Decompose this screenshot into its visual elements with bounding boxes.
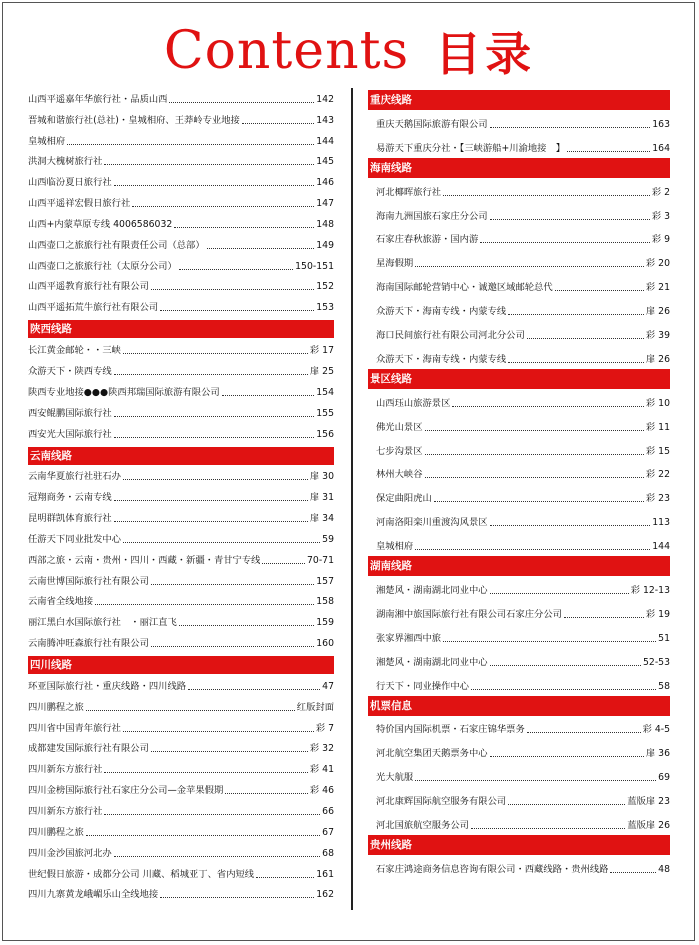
entry-title: 皇城相府 [376, 541, 414, 553]
page-number: 红版封面 [296, 701, 334, 713]
entry-title: 佛光山景区 [376, 421, 423, 433]
dot-leader [222, 395, 315, 396]
entry-title: 众游天下・海南专线・内蒙专线 [376, 353, 507, 365]
dot-leader [151, 646, 314, 647]
toc-entry[interactable] [28, 863, 334, 884]
toc-entry[interactable] [368, 648, 670, 672]
dot-leader [114, 521, 308, 522]
entry-title: 云南腾冲旺森旅行社有限公司 [28, 638, 149, 650]
entry-title: 冠翔商务・云南专线 [28, 492, 112, 504]
toc-entry[interactable] [28, 611, 334, 632]
toc-entry[interactable] [28, 591, 334, 612]
dot-leader [114, 185, 315, 186]
toc-entry[interactable] [28, 486, 334, 507]
entry-title: 河北椰晖旅行社 [376, 186, 442, 198]
left-column [28, 88, 334, 904]
toc-entry[interactable] [28, 570, 334, 591]
section-header: 机票信息 [368, 696, 670, 716]
toc-entry[interactable] [28, 402, 334, 423]
toc-entry[interactable] [28, 675, 334, 696]
entry-title: 环亚国际旅行社・重庆线路・四川线路 [28, 680, 187, 692]
dot-leader [415, 780, 656, 781]
entry-title: 四川省中国青年旅行社 [28, 722, 121, 734]
toc-entry[interactable] [368, 739, 670, 763]
dot-leader [179, 625, 314, 626]
toc-entry[interactable] [28, 234, 334, 255]
dot-leader [425, 454, 644, 455]
dot-leader [490, 127, 651, 128]
toc-entry[interactable] [28, 109, 334, 130]
page-number: 扉 34 [309, 513, 334, 525]
dot-leader [151, 584, 314, 585]
toc-entry[interactable] [368, 202, 670, 226]
toc-entry[interactable] [368, 576, 670, 600]
dot-leader [114, 856, 320, 857]
dot-leader [114, 500, 308, 501]
page-number: 159 [316, 617, 334, 629]
toc-entry[interactable] [28, 696, 334, 717]
page-number: 扉 25 [309, 365, 334, 377]
entry-title: 众游天下・海南专线・内蒙专线 [376, 306, 507, 318]
entry-title: 西安鲲鹏国际旅行社 [28, 407, 112, 419]
entry-title: 河北国旅航空服务公司 [376, 820, 469, 832]
dot-leader [415, 549, 650, 550]
entry-title: 林州大峡谷 [376, 469, 423, 481]
entry-title: 云南华夏旅行社驻石办 [28, 471, 121, 483]
page-number: 59 [322, 533, 334, 545]
page-number: 彩 39 [645, 330, 670, 342]
dot-leader [132, 206, 314, 207]
page-number: 彩 19 [645, 608, 670, 620]
dot-leader [490, 593, 629, 594]
toc-entry[interactable] [28, 255, 334, 276]
page-title [0, 18, 699, 84]
entry-title: 山西珏山旅游景区 [376, 397, 451, 409]
dot-leader [471, 828, 625, 829]
page-number: 142 [316, 93, 334, 105]
entry-title: 成都建发国际旅行社有限公司 [28, 743, 149, 755]
toc-entry[interactable] [368, 787, 670, 811]
entry-title: 山西临汾夏日旅行社 [28, 177, 112, 189]
toc-entry[interactable] [368, 389, 670, 413]
page-number: 彩 41 [309, 764, 334, 776]
page-number: 145 [316, 156, 334, 168]
entry-title: 四川九寨黄龙峨嵋乐山全线地接 [28, 889, 159, 901]
toc-entry[interactable] [368, 716, 670, 740]
entry-title: 石家庄春秋旅游・国内游 [376, 234, 479, 246]
page-number: 蓝版扉 23 [627, 796, 670, 808]
entry-title: 云南世博国际旅行社有限公司 [28, 575, 149, 587]
dot-leader [490, 756, 644, 757]
entry-title: 石家庄鸿途商务信息咨询有限公司・西藏线路・贵州线路 [376, 863, 609, 875]
toc-entry[interactable] [368, 763, 670, 787]
page-number: 146 [316, 177, 334, 189]
toc-entry[interactable] [368, 249, 670, 273]
entry-title: 海南国际邮轮营销中心・诚邀区域邮轮总代 [376, 282, 553, 294]
dot-leader [564, 617, 644, 618]
toc-entry[interactable] [368, 437, 670, 461]
page-number: 彩 9 [651, 234, 670, 246]
page-number: 149 [316, 239, 334, 251]
dot-leader [169, 102, 314, 103]
toc-entry[interactable] [28, 88, 334, 109]
page-number: 144 [652, 541, 670, 553]
page-number: 48 [658, 863, 670, 875]
dot-leader [490, 665, 641, 666]
toc-entry[interactable] [28, 296, 334, 317]
toc-entry[interactable] [28, 381, 334, 402]
entry-title: 山西平遥教育旅行社有限公司 [28, 281, 149, 293]
dot-leader [443, 641, 656, 642]
toc-entry[interactable] [28, 632, 334, 653]
page-number: 164 [652, 142, 670, 154]
toc-entry[interactable] [368, 855, 670, 879]
entry-title: 山西壶口之旅旅行社（太原分公司） [28, 260, 177, 272]
dot-leader [67, 144, 314, 145]
entry-title: 山西+内蒙草原专线 4006586032 [28, 218, 173, 230]
toc-entry[interactable] [368, 624, 670, 648]
dot-leader [425, 477, 644, 478]
dot-leader [262, 563, 305, 564]
title-english: Contents [163, 21, 410, 81]
entry-title: 张家界湘西中旅 [376, 632, 442, 644]
toc-entry[interactable] [28, 213, 334, 234]
page-number: 47 [322, 680, 334, 692]
page-number: 58 [658, 680, 670, 692]
toc-entry[interactable] [28, 466, 334, 487]
page-number: 彩 7 [315, 722, 334, 734]
entry-title: 四川新东方旅行社 [28, 806, 103, 817]
entry-title: 保定曲阳虎山 [376, 493, 432, 505]
dot-leader [508, 314, 644, 315]
page-number: 彩 20 [645, 258, 670, 270]
dot-leader [179, 269, 293, 270]
page-number: 52-53 [642, 656, 670, 668]
page-number: 扉 26 [645, 353, 670, 365]
entry-title: 山西平遥祥宏假日旅行社 [28, 198, 131, 210]
dot-leader [207, 248, 315, 249]
toc-entry[interactable] [28, 717, 334, 738]
dot-leader [123, 479, 308, 480]
page-number: 154 [316, 386, 334, 398]
dot-leader [123, 353, 308, 354]
entry-title: 河南洛阳栾川重渡沟风景区 [376, 517, 488, 529]
toc-entry[interactable] [368, 672, 670, 696]
toc-entry[interactable] [28, 192, 334, 213]
page-number: 扉 31 [309, 492, 334, 504]
page-number: 彩 4-5 [642, 724, 670, 736]
page-number: 彩 12-13 [630, 585, 670, 597]
entry-title: 星海假期 [376, 258, 414, 270]
toc-entry[interactable] [368, 321, 670, 345]
entry-title: 易游天下重庆分社・【三峡游船+川渝地接 】 [376, 142, 566, 154]
toc-entry[interactable] [28, 758, 334, 779]
entry-title: 长江黄金邮轮・・三峡 [28, 345, 121, 357]
page-number: 161 [316, 868, 334, 880]
entry-title: 海南九洲国旅石家庄分公司 [376, 210, 488, 222]
page-number: 67 [322, 826, 334, 838]
toc-entry[interactable] [28, 276, 334, 297]
page-number: 70-71 [306, 554, 334, 566]
page-number: 155 [316, 407, 334, 419]
entry-title: 特价国内国际机票・石家庄锦华票务 [376, 724, 525, 736]
page-number: 彩 17 [309, 345, 334, 357]
section-header: 景区线路 [368, 369, 670, 389]
entry-title: 晋城和谐旅行社(总社)・皇城相府、王莽岭专业地接 [28, 114, 240, 126]
dot-leader [242, 123, 314, 124]
toc-entry[interactable] [368, 811, 670, 835]
entry-title: 山西平遥嘉年华旅行社・品质山西 [28, 93, 168, 105]
dot-leader [95, 604, 314, 605]
toc-entry[interactable] [368, 345, 670, 369]
toc-entry[interactable] [28, 549, 334, 570]
page-number: 扉 36 [645, 748, 670, 760]
page-number: 143 [316, 114, 334, 126]
page-number: 156 [316, 428, 334, 440]
toc-entry[interactable] [28, 800, 334, 821]
entry-title: 众游天下・陕西专线 [28, 365, 112, 377]
page-number: 彩 11 [645, 421, 670, 433]
page-number: 147 [316, 198, 334, 210]
page-number: 153 [316, 302, 334, 314]
entry-title: 四川金沙国旅河北办 [28, 847, 112, 859]
toc-entry[interactable] [28, 821, 334, 842]
toc-entry[interactable] [368, 134, 670, 158]
dot-leader [452, 406, 644, 407]
entry-title: 云南省全线地接 [28, 596, 94, 608]
dot-leader [434, 501, 644, 502]
entry-title: 四川新东方旅行社 [28, 764, 103, 776]
dot-leader [160, 897, 314, 898]
page-number: 彩 22 [645, 469, 670, 481]
page-number: 160 [316, 638, 334, 650]
dot-leader [114, 374, 308, 375]
page-number: 彩 21 [645, 282, 670, 294]
section-header: 贵州线路 [368, 835, 670, 855]
page-number: 51 [658, 632, 670, 644]
toc-entry[interactable] [368, 413, 670, 437]
page-number: 148 [316, 218, 334, 230]
dot-leader [104, 772, 308, 773]
page-number: 彩 15 [645, 445, 670, 457]
page-number: 扉 26 [645, 306, 670, 318]
dot-leader [114, 416, 315, 417]
dot-leader [123, 542, 320, 543]
dot-leader [471, 689, 656, 690]
page-number: 彩 3 [651, 210, 670, 222]
dot-leader [151, 751, 308, 752]
entry-title: 湘楚风・湖南湖北同业中心 [376, 585, 488, 597]
toc-entry[interactable] [28, 528, 334, 549]
dot-leader [114, 437, 315, 438]
toc-entry[interactable] [368, 273, 670, 297]
page-number: 彩 32 [309, 743, 334, 755]
entry-title: 光大航服 [376, 772, 414, 784]
dot-leader [86, 710, 295, 711]
dot-leader [151, 289, 314, 290]
section-header: 海南线路 [368, 158, 670, 178]
dot-leader [443, 195, 650, 196]
section-header: 湖南线路 [368, 556, 670, 576]
entry-title: 四川金榜国际旅行社石家庄分公司—金苹果假期 [28, 785, 224, 797]
title-chinese: 目录 [435, 27, 536, 81]
toc-entry[interactable] [368, 297, 670, 321]
toc-entry[interactable] [28, 423, 334, 444]
toc-entry[interactable] [28, 151, 334, 172]
dot-leader [86, 835, 320, 836]
dot-leader [490, 525, 651, 526]
page-number: 152 [316, 281, 334, 293]
page-number: 158 [316, 596, 334, 608]
page-number: 扉 30 [309, 471, 334, 483]
dot-leader [610, 872, 656, 873]
page-number: 144 [316, 135, 334, 147]
page-number: 68 [322, 847, 334, 859]
dot-leader [508, 362, 644, 363]
dot-leader [225, 793, 308, 794]
entry-title: 山西平遥拓荒牛旅行社有限公司 [28, 302, 159, 314]
dot-leader [555, 290, 644, 291]
toc-entry[interactable] [368, 508, 670, 532]
entry-title: 河北康辉国际航空服务有限公司 [376, 796, 507, 808]
entry-title: 洪洞大槐树旅行社 [28, 156, 103, 168]
right-column [368, 88, 670, 879]
section-header: 陕西线路 [28, 320, 334, 338]
dot-leader [188, 689, 320, 690]
page-number: 66 [322, 806, 334, 817]
toc-entry[interactable] [28, 779, 334, 800]
page-number: 彩 2 [651, 186, 670, 198]
toc-entry[interactable] [28, 842, 334, 863]
entry-title: 陕西专业地接●●●陕西邦瑞国际旅游有限公司 [28, 386, 220, 398]
entry-title: 七步沟景区 [376, 445, 423, 457]
entry-title: 四川鹏程之旅 [28, 826, 84, 838]
page-number: 彩 46 [309, 785, 334, 797]
entry-title: 海口民间旅行社有限公司河北分公司 [376, 330, 525, 342]
dot-leader [415, 266, 644, 267]
toc-entry[interactable] [368, 532, 670, 556]
section-header: 四川线路 [28, 656, 334, 674]
entry-title: 山西壶口之旅旅行社有限责任公司（总部） [28, 239, 205, 251]
page-number: 彩 10 [645, 397, 670, 409]
toc-entry[interactable] [28, 339, 334, 360]
dot-leader [104, 164, 314, 165]
page-number: 113 [652, 517, 670, 529]
page-number: 162 [316, 889, 334, 901]
toc-entry[interactable] [28, 171, 334, 192]
dot-leader [104, 814, 320, 815]
page-number: 157 [316, 575, 334, 587]
page-number: 69 [658, 772, 670, 784]
entry-title: 丽江黑白水国际旅行社 ・丽江直飞 [28, 617, 177, 629]
dot-leader [508, 804, 625, 805]
toc-entry[interactable] [28, 884, 334, 905]
entry-title: 皇城相府 [28, 135, 66, 147]
toc-entry[interactable] [368, 178, 670, 202]
page-number: 163 [652, 118, 670, 130]
toc-entry[interactable] [28, 738, 334, 759]
dot-leader [123, 731, 314, 732]
dot-leader [480, 242, 650, 243]
toc-entry[interactable] [368, 226, 670, 250]
toc-entry[interactable] [368, 110, 670, 134]
entry-title: 行天下・同业操作中心 [376, 680, 469, 692]
toc-entry[interactable] [368, 461, 670, 485]
section-header: 重庆线路 [368, 90, 670, 110]
entry-title: 世纪假日旅游・成都分公司 川藏、稻城亚丁、省内短线 [28, 868, 255, 880]
toc-entry[interactable] [368, 600, 670, 624]
dot-leader [527, 732, 641, 733]
entry-title: 重庆天鹅国际旅游有限公司 [376, 118, 488, 130]
entry-title: 四川鹏程之旅 [28, 701, 84, 713]
dot-leader [174, 227, 314, 228]
dot-leader [490, 219, 650, 220]
dot-leader [567, 151, 650, 152]
dot-leader [256, 877, 314, 878]
dot-leader [425, 430, 644, 431]
entry-title: 昆明群凯体育旅行社 [28, 513, 112, 525]
toc-entry[interactable] [368, 484, 670, 508]
entry-title: 西安光大国际旅行社 [28, 428, 112, 440]
dot-leader [527, 338, 644, 339]
page-number: 彩 23 [645, 493, 670, 505]
toc-entry[interactable] [28, 360, 334, 381]
page-number: 150-151 [295, 260, 334, 272]
section-header: 云南线路 [28, 447, 334, 465]
entry-title: 任游天下同业批发中心 [28, 533, 121, 545]
dot-leader [160, 310, 314, 311]
page-number: 蓝版扉 26 [627, 820, 670, 832]
toc-entry[interactable] [28, 130, 334, 151]
column-divider [351, 88, 353, 910]
entry-title: 湘楚风・湖南湖北同业中心 [376, 656, 488, 668]
entry-title: 西部之旅・云南・贵州・四川・西藏・新疆・青甘宁专线 [28, 554, 261, 566]
toc-entry[interactable] [28, 507, 334, 528]
entry-title: 河北航空集团天鹅票务中心 [376, 748, 488, 760]
entry-title: 湖南湘中旅国际旅行社有限公司石家庄分公司 [376, 608, 562, 620]
